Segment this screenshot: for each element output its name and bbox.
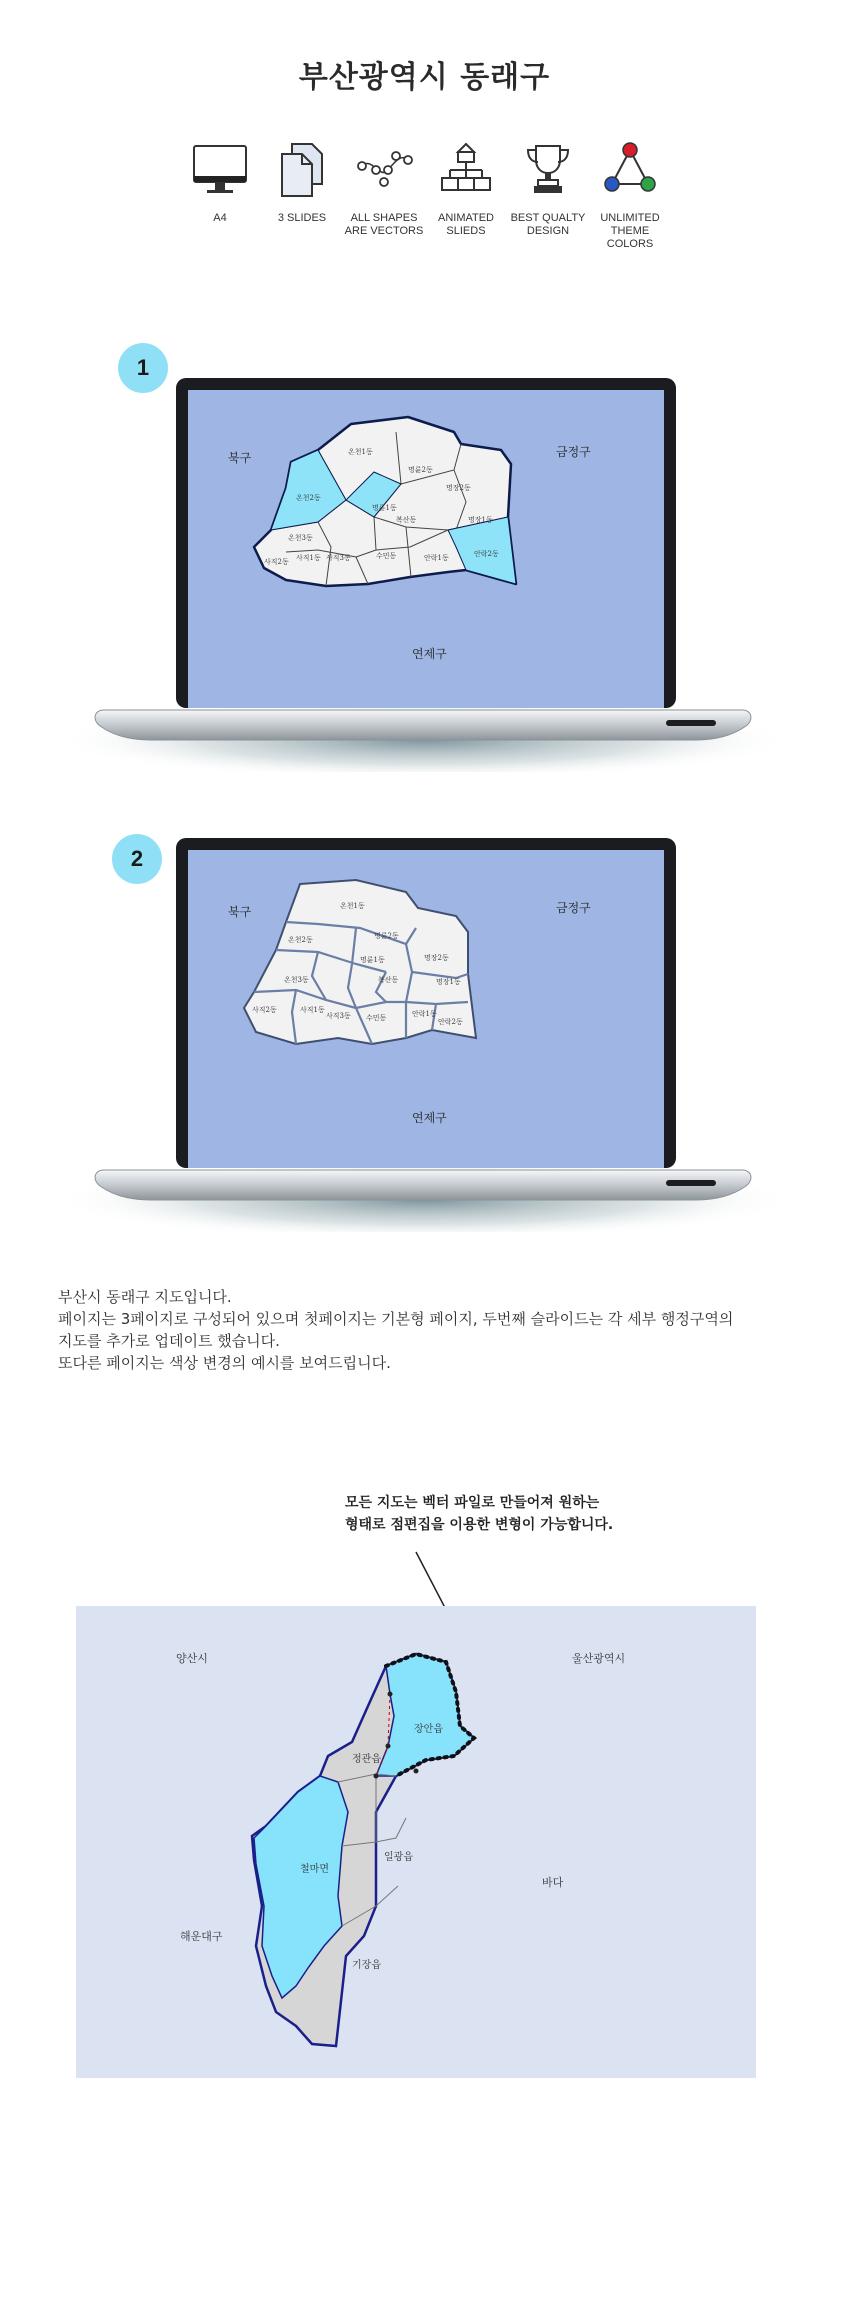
- feature-slides: [262, 140, 342, 251]
- laptop-mockup-1: [56, 372, 792, 772]
- feature-label: BEST QUALTY DESIGN: [510, 212, 586, 237]
- district-label: 수민동: [376, 552, 397, 560]
- district-label: 명륜1동: [360, 956, 385, 964]
- neighbor-label: 금정구: [556, 445, 591, 459]
- description-line: 페이지는 3페이지로 구성되어 있으며 첫페이지는 기본형 페이지, 두번째 슬라이드는 각 세부 행정구역의: [58, 1310, 734, 1328]
- description-line: 지도를 추가로 업데이트 했습니다.: [58, 1332, 280, 1350]
- trophy-icon: [518, 140, 578, 200]
- feature-colors: [590, 140, 670, 251]
- district-label: 명륜2동: [374, 932, 399, 940]
- feature-quality: [508, 140, 588, 251]
- district-label: 온천2동: [296, 494, 321, 502]
- laptop-base: [95, 710, 751, 740]
- district-label: 안락1동: [412, 1010, 437, 1018]
- district-label: 온천3동: [288, 534, 313, 542]
- neighbor-label: 연제구: [412, 1111, 447, 1125]
- district-label: 일광읍: [384, 1852, 413, 1863]
- district-label: 안락1동: [424, 554, 449, 562]
- district-label: 명장2동: [446, 484, 471, 492]
- district-label: 안락2동: [438, 1018, 463, 1026]
- description: [58, 1286, 798, 1374]
- district-label: 복산동: [378, 976, 399, 984]
- description-line: 또다른 페이지는 색상 변경의 예시를 보여드립니다.: [58, 1354, 391, 1372]
- slide-number-badge: 2: [112, 834, 162, 884]
- page-title: 부산광역시 동래구: [298, 60, 551, 95]
- example-map: [76, 1606, 756, 2078]
- district-label: 사직3동: [326, 1012, 351, 1020]
- district-label: 온천2동: [288, 936, 313, 944]
- district-label: 사직1동: [300, 1006, 325, 1014]
- hierarchy-icon: [436, 140, 496, 200]
- district-label: 온천1동: [340, 902, 365, 910]
- district-label: 기장읍: [352, 1960, 381, 1971]
- district-label: 복산동: [396, 516, 417, 524]
- district-label: 안락2동: [474, 550, 499, 558]
- description-line: 부산시 동래구 지도입니다.: [58, 1288, 232, 1306]
- laptop-mockup-2: [56, 832, 792, 1232]
- region-label: 울산광역시: [572, 1652, 626, 1665]
- neighbor-label: 금정구: [556, 901, 591, 915]
- callout-text: [345, 1492, 613, 1536]
- district-label: 사직1동: [296, 554, 321, 562]
- region-label: 바다: [542, 1876, 564, 1889]
- vector-path-icon: [354, 140, 414, 200]
- district-label: 사직3동: [326, 554, 351, 562]
- district-label: 명륜2동: [408, 466, 433, 474]
- neighbor-label: 연제구: [412, 647, 447, 661]
- slide-number-badge: 1: [118, 343, 168, 393]
- neighbor-label: 북구: [228, 451, 252, 465]
- neighbor-label: 북구: [228, 905, 252, 919]
- laptop-port: [666, 720, 716, 726]
- feature-label: 3 SLIDES: [277, 212, 327, 224]
- district-label: 철마면: [300, 1864, 329, 1875]
- feature-label: UNLIMITED THEME COLORS: [600, 212, 660, 250]
- district-label: 사직2동: [264, 558, 289, 566]
- district-label: 장안읍: [414, 1724, 443, 1735]
- district-label: 명장2동: [424, 954, 449, 962]
- laptop-port: [666, 1180, 716, 1186]
- feature-animated: [426, 140, 506, 251]
- feature-label: ALL SHAPES ARE VECTORS: [344, 212, 424, 237]
- district-label: 정관읍: [352, 1754, 381, 1765]
- feature-list: [180, 140, 670, 251]
- monitor-icon: [190, 140, 250, 200]
- color-triangle-icon: [600, 140, 660, 200]
- feature-a4: [180, 140, 260, 251]
- district-label: 사직2동: [252, 1006, 277, 1014]
- district-label: 수민동: [366, 1014, 387, 1022]
- feature-vectors: [344, 140, 424, 251]
- district-label: 명장1동: [468, 516, 493, 524]
- callout-line: 모든 지도는 벡터 파일로 만들어져 원하는: [345, 1495, 600, 1511]
- region-label: 해운대구: [180, 1930, 223, 1943]
- district-label: 온천3동: [284, 976, 309, 984]
- district-label: 명장1동: [436, 978, 461, 986]
- feature-label: ANIMATED SLIEDS: [437, 212, 495, 237]
- district-label: 명륜1동: [372, 504, 397, 512]
- feature-label: A4: [213, 212, 227, 224]
- laptop-base: [95, 1170, 751, 1200]
- callout-line: 형태로 점편집을 이용한 변형이 가능합니다.: [345, 1517, 614, 1533]
- documents-icon: [272, 140, 332, 200]
- district-label: 온천1동: [348, 448, 373, 456]
- region-label: 양산시: [176, 1652, 208, 1665]
